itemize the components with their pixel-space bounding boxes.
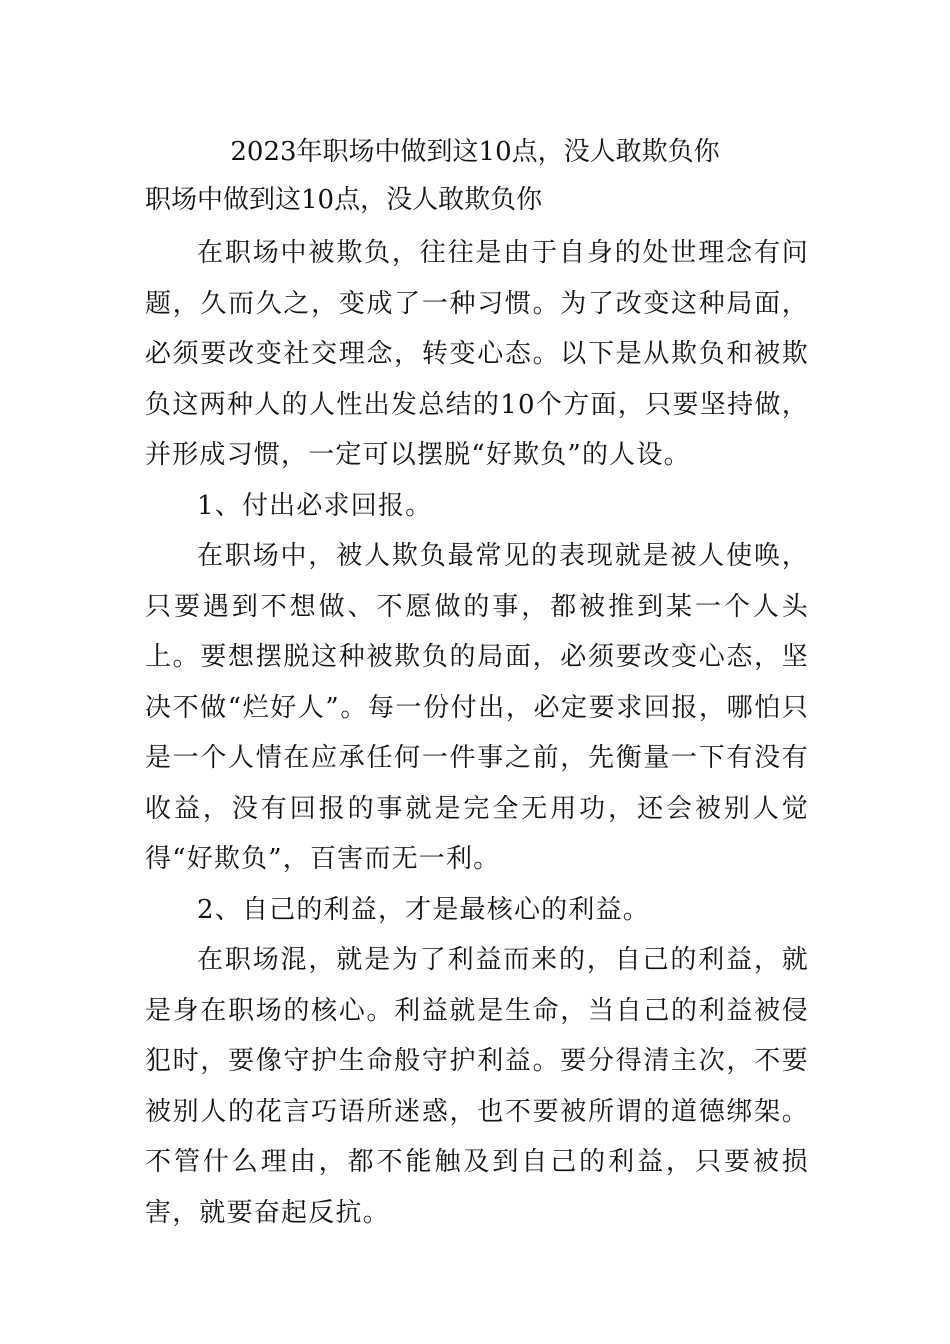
paragraph-intro: 在职场中被欺负，往往是由于自身的处世理念有问题，久而久之，变成了一种习惯。为了改变这种局面，必须要改变社交理念，转变心态。以下是从欺负和被欺负这两种人的人性出发总结的10个方面，只要坚持做，并形成习惯，一定可以摆脱“好欺负”的人设。 [145, 238, 809, 470]
document-title: 2023年职场中做到这10点，没人敢欺负你 [230, 137, 720, 167]
document-subtitle: 职场中做到这10点，没人敢欺负你 [145, 185, 543, 215]
document-body [145, 228, 809, 1238]
section-heading-2: 2、自己的利益，才是最核心的利益。 [197, 894, 650, 925]
paragraph-section-2: 在职场混，就是为了利益而来的，自己的利益，就是身在职场的核心。利益就是生命，当自己的利益被侵犯时，要像守护生命般守护利益。要分得清主次，不要被别人的花言巧语所迷惑，也不要被所谓的道德绑架。不管什么理由，都不能触及到自己的利益，只要被损害，就要奋起反抗。 [145, 945, 809, 1228]
section-heading-1: 1、付出必求回报。 [197, 490, 433, 521]
paragraph-section-1: 在职场中，被人欺负最常见的表现就是被人使唤，只要遇到不想做、不愿做的事，都被推到某一个人头上。要想摆脱这种被欺负的局面，必须要改变心态，坚决不做“烂好人”。每一份付出，必定要求回报，哪怕只是一个人情在应承任何一件事之前，先衡量一下有没有收益，没有回报的事就是完全无用功，还会被别人觉得“好欺负”，百害而无一利。 [145, 541, 809, 874]
